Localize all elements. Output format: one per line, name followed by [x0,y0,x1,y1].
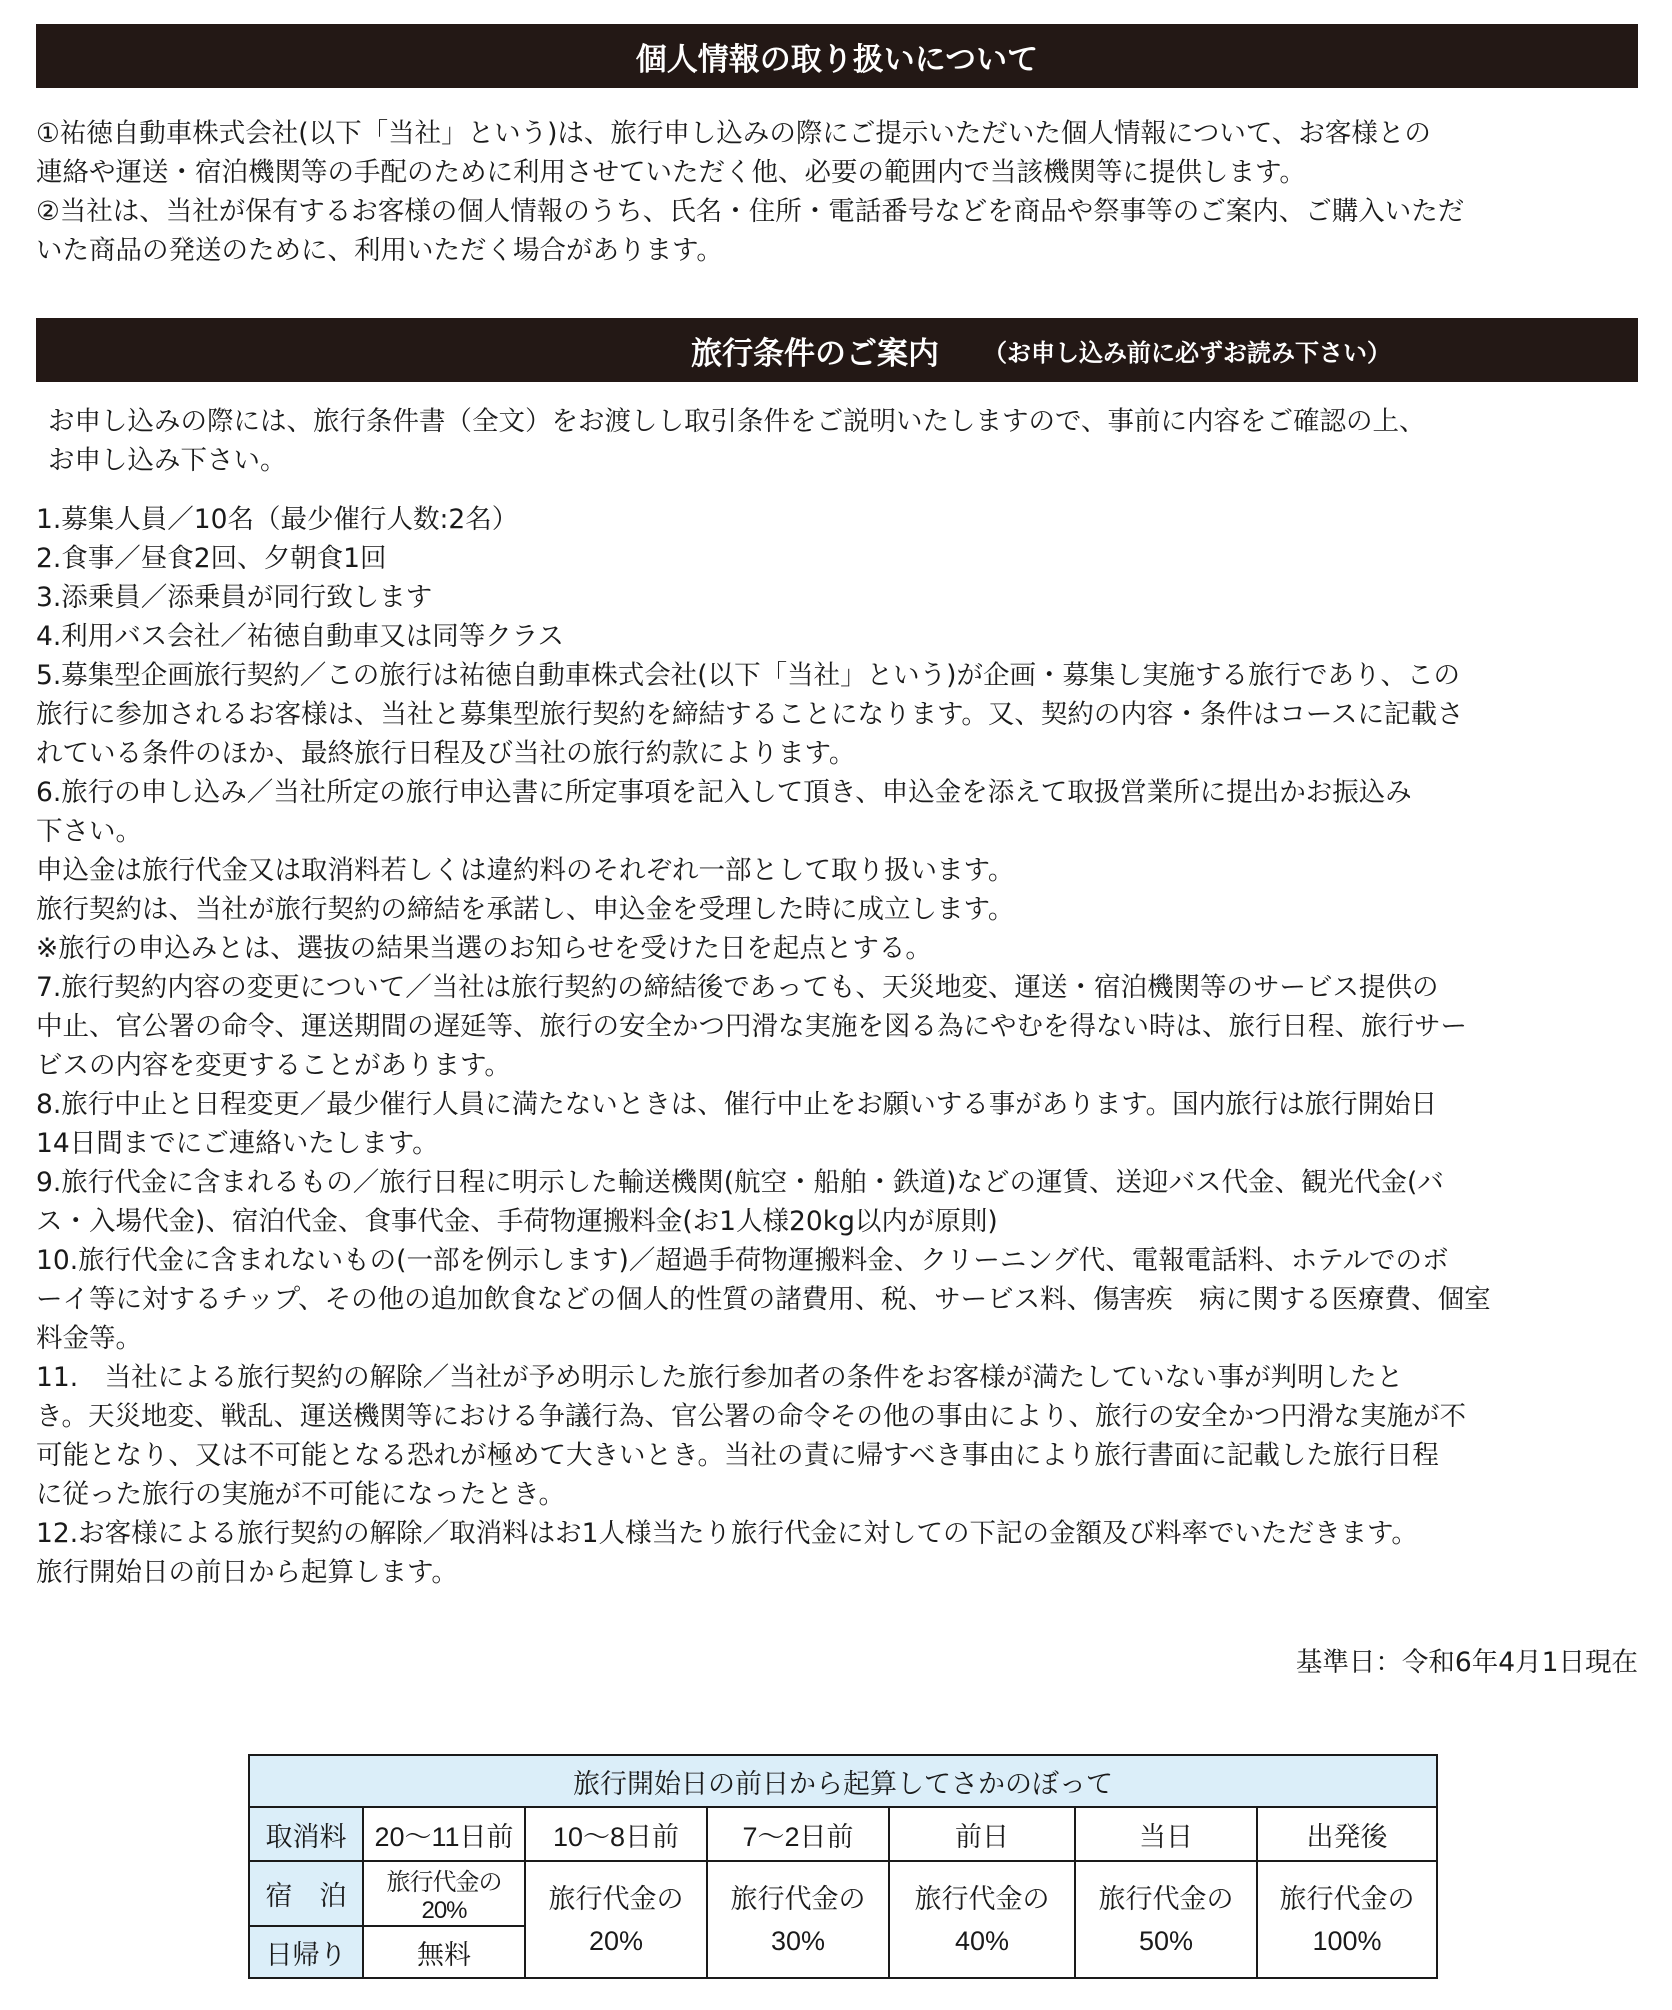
text-line: 2.食事／昼食2回、夕朝食1回 [36,543,387,574]
fee-header-label: 取消料 [249,1807,363,1861]
text-line: 4.利用バス会社／祐徳自動車又は同等クラス [36,621,564,652]
text-line: 7.旅行契約内容の変更について／当社は旅行契約の締結後であっても、天災地変、運送・宿泊機関等のサービス提供の [36,972,1439,1003]
text-line: ②当社は、当社が保有するお客様の個人情報のうち、氏名・住所・電話番号などを商品や祭事等のご案内、ご購入いただ [36,196,1465,227]
conditions-terms [36,500,1646,1592]
fee-table-caption: 旅行開始日の前日から起算してさかのぼって [249,1755,1437,1807]
basis-date: 基準日：令和6年4月1日現在 [1295,1647,1638,1678]
text-line: 5.募集型企画旅行契約／この旅行は祐徳自動車株式会社(以下「当社」という)が企画・募集し実施する旅行であり、この [36,660,1460,691]
fee-col-header: 7～2日前 [707,1807,889,1861]
text-line: れている条件のほか、最終旅行日程及び当社の旅行約款によります。 [36,738,856,769]
text-line: き。天災地変、戦乱、運送機関等における争議行為、官公署の命令その他の事由により、旅行の安全かつ円滑な実施が不 [36,1401,1466,1432]
fee-col-header: 前日 [889,1807,1075,1861]
text-line: 1.募集人員／10名（最少催行人数:2名） [36,504,519,535]
text-line: 可能となり、又は不可能となる恐れが極めて大きいとき。当社の責に帰すべき事由により旅行書面に記載した旅行日程 [36,1440,1439,1471]
text-line: 旅行契約は、当社が旅行契約の締結を承諾し、申込金を受理した時に成立します。 [36,894,1015,925]
fee-col-header: 20～11日前 [363,1807,525,1861]
fee-col-header: 出発後 [1257,1807,1437,1861]
text-line: 10.旅行代金に含まれないもの(一部を例示します)／超過手荷物運搬料金、クリーニング代、電報電話料、ホテルでのボ [36,1245,1449,1276]
text-line: お申し込みの際には、旅行条件書（全文）をお渡しし取引条件をご説明いたしますので、事前に内容をご確認の上、 [48,406,1426,437]
privacy-title: 個人情報の取り扱いについて [635,41,1039,78]
fee-shared-cell: 旅行代金の 50% [1075,1861,1257,1978]
text-line: に従った旅行の実施が不可能になったとき。 [36,1479,565,1510]
fee-row-stay-label: 宿 泊 [249,1861,363,1926]
text-line: いた商品の発送のために、利用いただく場合があります。 [36,235,723,266]
privacy-heading-bar [36,24,1638,88]
fee-shared-cell: 旅行代金の 30% [707,1861,889,1978]
privacy-text [36,114,1646,270]
fee-col-header: 当日 [1075,1807,1257,1861]
fee-col-header: 10～8日前 [525,1807,707,1861]
text-line: 料金等。 [36,1323,142,1354]
text-line: 申込金は旅行代金又は取消料若しくは違約料のそれぞれ一部として取り扱います。 [36,855,1015,886]
fee-day-first: 無料 [363,1926,525,1978]
conditions-heading-bar [36,318,1638,382]
text-line: 下さい。 [36,816,142,847]
text-line: ス・入場代金)、宿泊代金、食事代金、手荷物運搬料金(お1人様20kg以内が原則) [36,1206,998,1237]
text-line: 中止、官公署の命令、運送期間の遅延等、旅行の安全かつ円滑な実施を図る為にやむを得ない時は、旅行日程、旅行サー [36,1011,1467,1042]
fee-stay-first: 旅行代金の20% [363,1861,525,1926]
cancellation-fee-table [248,1754,1438,1979]
text-line: ①祐徳自動車株式会社(以下「当社」という)は、旅行申し込みの際にご提示いただいた個人情報について、お客様との [36,118,1431,149]
text-line: 9.旅行代金に含まれるもの／旅行日程に明示した輸送機関(航空・船舶・鉄道)などの運賃、送迎バス代金、観光代金(バ [36,1167,1444,1198]
text-line: ーイ等に対するチップ、その他の追加飲食などの個人的性質の諸費用、税、サービス料、傷害疾 病に関する医療費、個室 [36,1284,1491,1315]
conditions-subtitle: （お申し込み前に必ずお読み下さい） [983,338,1391,367]
fee-shared-cell: 旅行代金の 100% [1257,1861,1437,1978]
text-line: 旅行に参加されるお客様は、当社と募集型旅行契約を締結することになります。又、契約の内容・条件はコースに記載さ [36,699,1464,730]
text-line: お申し込み下さい。 [48,445,287,476]
fee-shared-cell: 旅行代金の 40% [889,1861,1075,1978]
text-line: 12.お客様による旅行契約の解除／取消料はお1人様当たり旅行代金に対しての下記の金額及び料率でいただきます。 [36,1518,1418,1549]
text-line: 3.添乗員／添乗員が同行致します [36,582,433,613]
conditions-title: 旅行条件のご案内 [691,335,939,372]
fee-shared-cell: 旅行代金の 20% [525,1861,707,1978]
fee-row-day-label: 日帰り [249,1926,363,1978]
text-line: ビスの内容を変更することがあります。 [36,1050,511,1081]
text-line: ※旅行の申込みとは、選抜の結果当選のお知らせを受けた日を起点とする。 [36,933,932,964]
text-line: 11. 当社による旅行契約の解除／当社が予め明示した旅行参加者の条件をお客様が満たしていない事が判明したと [36,1362,1404,1393]
text-line: 8.旅行中止と日程変更／最少催行人員に満たないときは、催行中止をお願いする事があります。国内旅行は旅行開始日 [36,1089,1438,1120]
text-line: 連絡や運送・宿泊機関等の手配のために利用させていただく他、必要の範囲内で当該機関等に提供します。 [36,157,1306,188]
text-line: 旅行開始日の前日から起算します。 [36,1557,458,1588]
text-line: 6.旅行の申し込み／当社所定の旅行申込書に所定事項を記入して頂き、申込金を添えて取扱営業所に提出かお振込み [36,777,1412,808]
text-line: 14日間までにご連絡いたします。 [36,1128,439,1159]
conditions-intro [48,402,1658,480]
